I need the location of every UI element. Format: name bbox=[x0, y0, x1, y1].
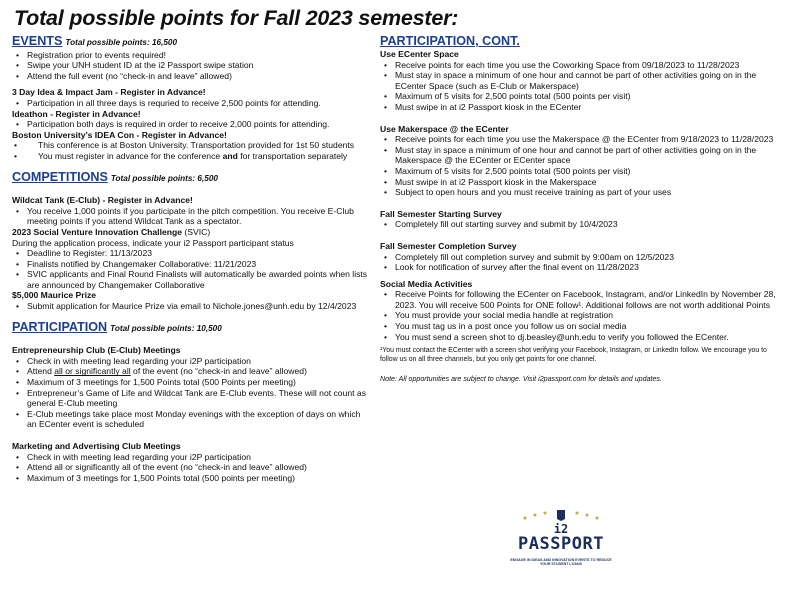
events-bullets bbox=[12, 50, 370, 82]
star-icon bbox=[585, 513, 590, 517]
underlined-text: all or significantly all bbox=[54, 366, 131, 377]
idea-con-heading: Boston University’s IDEA Con - Register in Advance! bbox=[12, 129, 227, 140]
competitions-section-title: COMPETITIONS bbox=[12, 169, 108, 184]
participation-total-points: Total possible points: 10,500 bbox=[110, 323, 222, 333]
list-item bbox=[12, 151, 370, 162]
list-item: • Must swipe in at i2 Passport kiosk in the ECenter bbox=[380, 102, 778, 113]
list-item: • E-Club meetings take place most Monday evenings with the exception of days on which an ECenter event is scheduled bbox=[12, 409, 370, 430]
list-item: • Submit application for Maurice Prize via email to Nichole.jones@unh.edu by 12/4/2023 bbox=[12, 301, 370, 312]
right-column bbox=[380, 34, 778, 385]
impact-jam-heading: 3 Day Idea & Impact Jam - Register in Advance! bbox=[12, 87, 206, 98]
disclaimer-note: Note: All opportunities are subject to change. Visit i2passport.com for details and updates. bbox=[380, 375, 662, 384]
list-item: • Check in with meeting lead regarding your i2P participation bbox=[12, 356, 370, 367]
list-item: • Check in with meeting lead regarding your i2P participation bbox=[12, 452, 370, 463]
emphasis-text: and bbox=[222, 150, 238, 161]
participation-cont-section-title: PARTICIPATION, CONT. bbox=[380, 34, 520, 48]
events-section-header bbox=[12, 34, 370, 49]
list-item: • You must send a screen shot to dj.beasley@unh.edu to verify you followed the ECenter. bbox=[380, 332, 778, 343]
list-item: • Must stay in space a minimum of one hour and cannot be part of other activities going on in the Makerspace @ the ECenter or ECenter space bbox=[380, 145, 778, 166]
list-item-text: of the event (no “check-in and leave” allowed) bbox=[130, 366, 307, 377]
left-column bbox=[12, 34, 370, 483]
events-total-points: Total possible points: 16,500 bbox=[65, 38, 178, 47]
list-item: • Receive Points for following the ECenter on Facebook, Instagram, and/or LinkedIn by November 28, 2023. You will receive 500 Points for ONE follow¹. Additional follows are not worth additional Points bbox=[380, 289, 778, 310]
list-item: • This conference is at Boston University. Transportation provided for 1st 50 students bbox=[12, 140, 370, 151]
list-item: • You receive 1,000 points if you participate in the pitch competition. You receive E-Club meeting points if you attend Wildcat Tank as a spectator. bbox=[12, 206, 370, 227]
list-item: • Maximum of 5 visits for 2,500 points total (500 points per visit) bbox=[380, 166, 778, 177]
list-item: • Completely fill out completion survey and submit by 9:00am on 12/5/2023 bbox=[380, 252, 778, 263]
list-item: • Deadline to Register: 11/13/2023 bbox=[12, 248, 370, 259]
logo-wordmark: PASSPORT bbox=[518, 534, 604, 554]
logo-tagline: ENGAGE IN IDEAS AND INNOVATION EVENTS TO REDUCE YOUR STUDENT LOANS bbox=[510, 558, 612, 567]
list-item: • Maximum of 3 meetings for 1,500 Points total (500 Points per meeting) bbox=[12, 377, 370, 388]
star-icon bbox=[575, 511, 580, 515]
footnote: ¹You must contact the ECenter with a screen shot verifying your Facebook, Instagram, or LinkedIn follow. We encourage you to follow us on all three channels, but you only get points for one channel. bbox=[380, 347, 767, 363]
list-item-text: You must register in advance for the conference bbox=[38, 150, 223, 161]
eclub-heading: Entrepreneurship Club (E-Club) Meetings bbox=[12, 345, 181, 356]
ideathon-heading: Ideathon - Register in Advance! bbox=[12, 108, 141, 119]
list-item: • Finalists notified by Changemaker Collaborative: 11/21/2023 bbox=[12, 259, 370, 270]
list-item-text: for transportation separately bbox=[237, 150, 348, 161]
star-icon bbox=[533, 513, 538, 517]
list-item: • Participation in all three days is requried to receive 2,500 points for attending. bbox=[12, 98, 370, 109]
maurice-prize-heading: $5,000 Maurice Prize bbox=[12, 290, 97, 301]
events-section-title: EVENTS bbox=[12, 34, 63, 48]
list-item: • Attend the full event (no “check-in and leave” allowed) bbox=[12, 71, 370, 82]
logo-mark: i2 bbox=[553, 522, 569, 536]
list-item: • Receive points for each time you use the Makerspace @ the ECenter from 9/18/2023 to 11/28/2023 bbox=[380, 134, 778, 145]
list-item bbox=[12, 366, 370, 377]
competitions-section-header bbox=[12, 170, 370, 185]
star-icon bbox=[543, 511, 548, 515]
list-item: • SVIC applicants and Final Round Finalists will automatically be awarded points when lists are announced by Changemaker Collaborative bbox=[12, 269, 370, 290]
list-item: • Attend all or significantly all of the event (no “check-in and leave” allowed) bbox=[12, 462, 370, 473]
list-item: • Participation both days is required in order to receive 2,000 points for attending. bbox=[12, 119, 370, 130]
star-arc-icon bbox=[505, 508, 617, 522]
list-item: • You must provide your social media handle at registration bbox=[380, 310, 778, 321]
i2-passport-logo bbox=[505, 508, 617, 578]
list-item: • Registration prior to events required! bbox=[12, 50, 370, 61]
list-item: • Must stay in space a minimum of one hour and cannot be part of other activities going on in the ECenter Space (such as E-Club or Makerspace) bbox=[380, 70, 778, 91]
participation-section-title: PARTICIPATION bbox=[12, 319, 108, 334]
list-item: • Maximum of 5 visits for 2,500 points total (500 points per visit) bbox=[380, 91, 778, 102]
participation-section-header bbox=[12, 320, 370, 335]
list-item: • You must tag us in a post once you follow us on social media bbox=[380, 321, 778, 332]
wildcat-tank-heading: Wildcat Tank (E-Club) - Register in Advance! bbox=[12, 195, 193, 206]
list-item: • Receive points for each time you use the Coworking Space from 09/18/2023 to 11/28/2023 bbox=[380, 60, 778, 71]
marketing-club-heading: Marketing and Advertising Club Meetings bbox=[12, 441, 181, 451]
svic-heading: 2023 Social Venture Innovation Challenge bbox=[12, 226, 183, 237]
svic-intro: During the application process, indicate your i2 Passport participant status bbox=[12, 237, 294, 248]
list-item-text: Attend bbox=[27, 366, 55, 377]
social-media-heading: Social Media Activities bbox=[380, 278, 473, 289]
list-item: • Subject to open hours and you must receive training as part of your uses bbox=[380, 187, 778, 198]
list-item: • Entrepreneur’s Game of Life and Wildcat Tank are E-Club events. These will not count as general E-Club meeting bbox=[12, 388, 370, 409]
makerspace-heading: Use Makerspace @ the ECenter bbox=[380, 123, 509, 134]
page-title: Total possible points for Fall 2023 semester: bbox=[14, 6, 459, 30]
participation-cont-section-header bbox=[380, 34, 778, 48]
star-icon bbox=[595, 516, 600, 520]
list-item: • Must swipe in at i2 Passport kiosk in the Makerspace bbox=[380, 177, 778, 188]
competitions-total-points: Total possible points: 6,500 bbox=[110, 173, 218, 183]
list-item: • Look for notification of survey after the final event on 11/28/2023 bbox=[380, 262, 778, 273]
list-item: • Completely fill out starting survey and submit by 10/4/2023 bbox=[380, 219, 778, 230]
list-item: • Swipe your UNH student ID at the i2 Passport swipe station bbox=[12, 60, 370, 71]
completion-survey-heading: Fall Semester Completion Survey bbox=[380, 240, 517, 251]
list-item: • Maximum of 3 meetings for 1,500 Points total (500 points per meeting) bbox=[12, 473, 370, 484]
svic-heading-suffix: (SVIC) bbox=[182, 226, 211, 237]
star-icon bbox=[523, 516, 528, 520]
starting-survey-heading: Fall Semester Starting Survey bbox=[380, 208, 502, 219]
ecenter-space-heading: Use ECenter Space bbox=[380, 49, 459, 59]
